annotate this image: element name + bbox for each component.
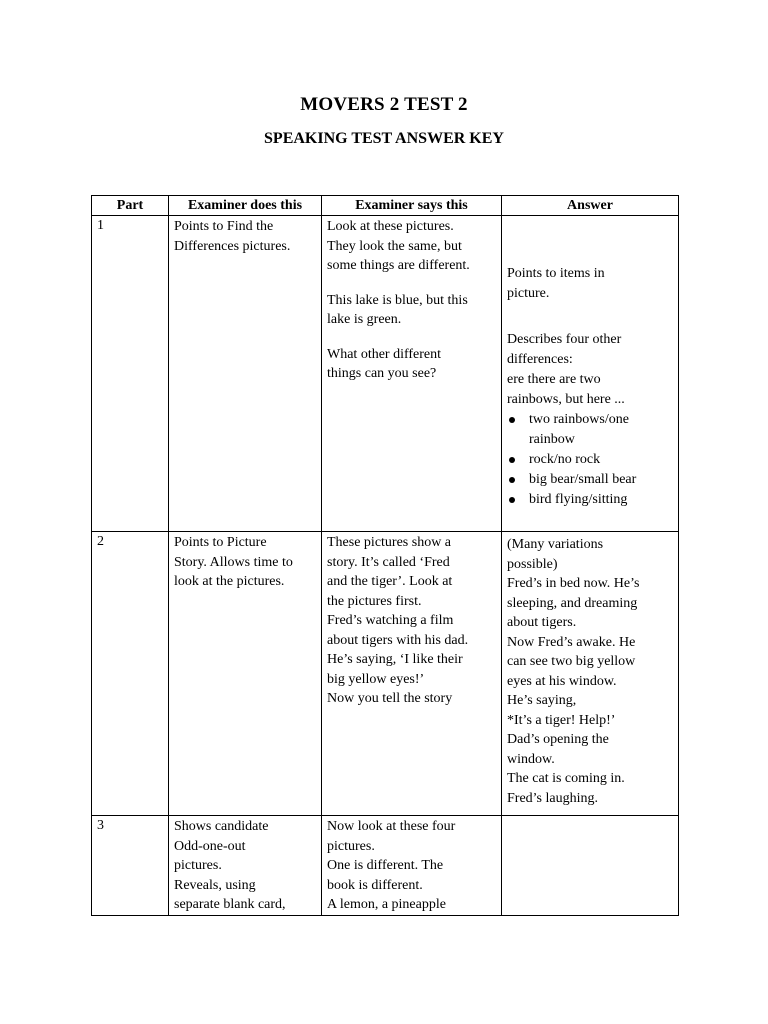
answer-cell xyxy=(502,816,679,916)
part-number: 1 xyxy=(92,216,169,532)
column-header-answer: Answer xyxy=(502,196,679,216)
list-item-text: rock/no rock xyxy=(529,452,601,467)
examiner-says-text: These pictures show a story. It’s called ‘Fred and the tiger’. Look at the pictures first. Fred’s watching a film about tigers with his dad. He’s saying, ‘I like their big yellow eyes!’ Now you tell the story xyxy=(327,535,469,706)
examiner-says-cell xyxy=(322,532,502,816)
table-row xyxy=(92,816,679,916)
table-row xyxy=(92,216,679,532)
answer-detail: Describes four other differences: ere there are two rainbows, but here ... xyxy=(507,332,625,407)
examiner-says-text: Now look at these four pictures. One is different. The book is different. A lemon, a pineapple xyxy=(327,819,456,912)
examiner-does-text: Points to Find the Differences pictures. xyxy=(174,219,291,254)
document-subtitle: SPEAKING TEST ANSWER KEY xyxy=(264,130,504,147)
part-number: 2 xyxy=(92,532,169,816)
column-header-examiner-says: Examiner says this xyxy=(322,196,502,216)
answer-intro: Points to items in picture. xyxy=(507,266,605,301)
examiner-says-paragraph: Look at these pictures. They look the same, but some things are different. xyxy=(327,219,470,273)
examiner-does-cell xyxy=(169,216,322,532)
list-item-text: bird flying/sitting xyxy=(529,492,628,507)
list-item-text: big bear/small bear xyxy=(529,472,637,487)
answer-bullet-list xyxy=(507,410,673,510)
examiner-does-cell xyxy=(169,816,322,916)
list-item xyxy=(507,410,673,450)
list-item xyxy=(507,450,673,470)
column-header-part: Part xyxy=(92,196,169,216)
column-header-examiner-does: Examiner does this xyxy=(169,196,322,216)
table-row xyxy=(92,532,679,816)
list-item-text: two rainbows/one rainbow xyxy=(529,412,629,447)
answer-cell xyxy=(502,532,679,816)
list-item xyxy=(507,470,673,490)
answer-cell xyxy=(502,216,679,532)
table-header xyxy=(92,196,679,216)
answer-key-table xyxy=(91,195,679,916)
examiner-says-paragraph: What other different things can you see? xyxy=(327,346,442,381)
examiner-says-cell xyxy=(322,216,502,532)
part-number: 3 xyxy=(92,816,169,916)
examiner-does-text: Shows candidate Odd-one-out pictures. Reveals, using separate blank card, xyxy=(174,819,286,912)
bullet-icon xyxy=(509,497,515,503)
answer-text: (Many variations possible) Fred’s in bed now. He’s sleeping, and dreaming about tigers. Now Fred’s awake. He can see two big yellow eyes at his window. He’s saying, *It’s a tiger! Help!’ Dad’s opening the window. The cat is coming in. Fred’s laughing. xyxy=(507,537,640,806)
examiner-does-cell xyxy=(169,532,322,816)
examiner-says-paragraph: This lake is blue, but this lake is green. xyxy=(327,292,468,327)
bullet-icon xyxy=(509,417,515,423)
document-title: MOVERS 2 TEST 2 xyxy=(300,94,468,115)
examiner-does-text: Points to Picture Story. Allows time to look at the pictures. xyxy=(174,535,293,589)
bullet-icon xyxy=(509,477,515,483)
examiner-says-cell xyxy=(322,816,502,916)
bullet-icon xyxy=(509,457,515,463)
list-item xyxy=(507,490,673,510)
